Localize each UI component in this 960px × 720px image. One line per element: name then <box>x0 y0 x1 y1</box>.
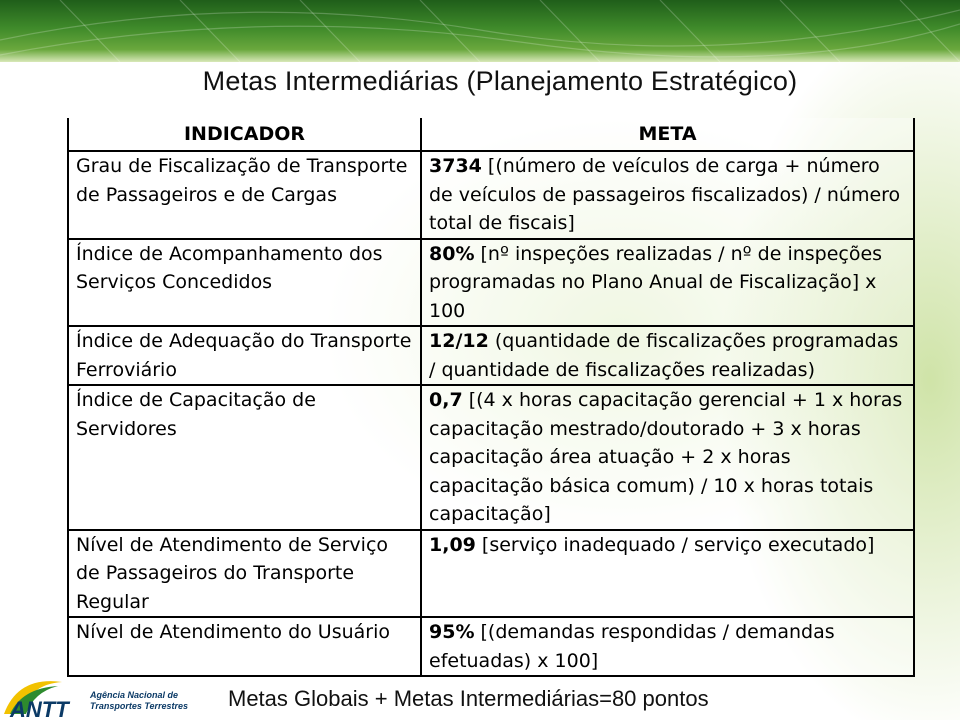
meta-description: [(demandas respondidas / demandas efetuadas) x 100] <box>429 621 835 672</box>
table-row <box>68 530 914 618</box>
meta-cell <box>421 385 914 530</box>
header-band <box>0 0 960 62</box>
meta-cell <box>421 530 914 618</box>
table-row <box>68 326 914 385</box>
meta-description: [(4 x horas capacitação gerencial + 1 x horas capacitação mestrado/doutorado + 3 x horas capacitação área atuação + 2 x horas capacitação básica comum) / 10 x horas totais capacitação] <box>429 389 903 525</box>
meta-value: 80% <box>429 242 475 265</box>
meta-description: (quantidade de fiscalizações programadas / quantidade de fiscalizações realizadas) <box>429 330 899 381</box>
table-row <box>68 239 914 327</box>
indicator-cell: Índice de Adequação do Transporte Ferroviário <box>68 326 421 385</box>
meta-description: [nº inspeções realizadas / nº de inspeções programadas no Plano Anual de Fiscalização] x 100 <box>429 242 883 322</box>
logo-line-1: Agência Nacional de <box>90 690 179 700</box>
header-indicador: INDICADOR <box>68 118 421 151</box>
indicator-cell: Índice de Capacitação de Servidores <box>68 385 421 530</box>
header-meta: META <box>421 118 914 151</box>
meta-description: [serviço inadequado / serviço executado] <box>475 533 875 556</box>
footer-note: Metas Globais + Metas Intermediárias=80 pontos <box>228 686 709 711</box>
meta-cell <box>421 239 914 327</box>
meta-value: 12/12 <box>429 330 489 352</box>
logo-line-2: Transportes Terrestres <box>90 701 189 711</box>
indicator-cell: Nível de Atendimento do Usuário <box>68 617 421 676</box>
meta-cell <box>421 617 914 676</box>
table-row <box>68 385 914 530</box>
meta-value: 0,7 <box>429 389 463 411</box>
header-pattern <box>0 0 960 62</box>
logo-acronym: ANTT <box>10 697 69 720</box>
meta-value: 3734 <box>429 155 482 177</box>
meta-cell <box>421 151 914 239</box>
table-row <box>68 151 914 239</box>
goals-table <box>67 118 915 677</box>
indicator-cell: Índice de Acompanhamento dos Serviços Concedidos <box>68 239 421 327</box>
table-row <box>68 617 914 676</box>
indicator-cell: Grau de Fiscalização de Transporte de Passageiros e de Cargas <box>68 151 421 239</box>
meta-cell <box>421 326 914 385</box>
slide-title: Metas Intermediárias (Planejamento Estratégico) <box>202 66 798 96</box>
indicator-cell: Nível de Atendimento de Serviço de Passageiros do Transporte Regular <box>68 530 421 618</box>
logo-agency-name <box>90 690 188 712</box>
meta-description: [(número de veículos de carga + número de veículos de passageiros fiscalizados) / número total de fiscais] <box>429 155 901 234</box>
meta-value: 1,09 <box>429 533 476 556</box>
meta-value: 95% <box>429 621 475 643</box>
table-header-row <box>68 118 914 151</box>
